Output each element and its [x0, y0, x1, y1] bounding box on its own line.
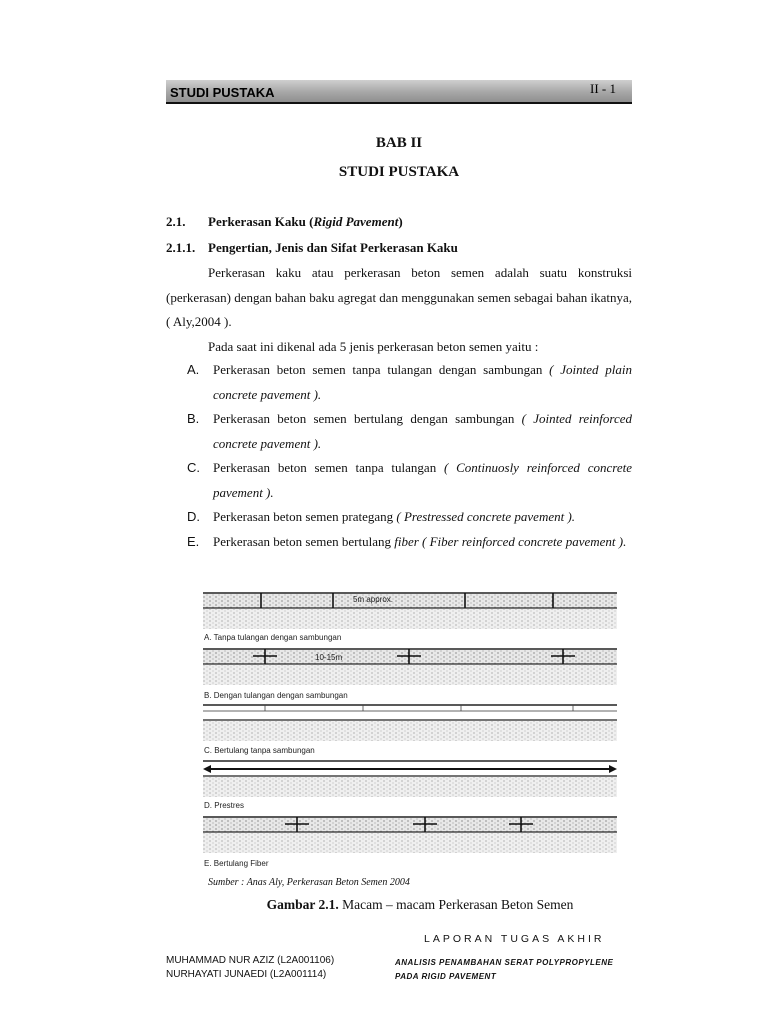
chapter-label: BAB II	[375, 135, 423, 151]
figure-source: Sumber : Anas Aly, Perkerasan Beton Semen 2004	[208, 877, 410, 888]
header-title: STUDI PUSTAKA	[170, 85, 275, 100]
paragraph-definition: Perkerasan kaku atau perkerasan beton semen adalah suatu konstruksi (perkerasan) dengan bahan baku agregat dan menggunakan semen sebagai bahan ikatnya, ( Aly,2004 ).	[166, 265, 632, 329]
list-letter: E.	[187, 533, 200, 549]
list-item	[166, 407, 632, 456]
figure-label-b: B. Dengan tulangan dengan sambungan	[204, 691, 348, 700]
list-item	[166, 456, 632, 505]
list-english: ( Jointed plain concrete pavement ).	[213, 362, 632, 402]
header-rule	[166, 102, 632, 104]
footer-thesis-title	[395, 956, 613, 984]
figure-caption-number: Gambar 2.1.	[266, 897, 339, 912]
figure-caption-text: Macam – macam Perkerasan Beton Semen	[338, 897, 574, 912]
list-letter: A.	[187, 362, 200, 377]
pavement-types-figure	[203, 588, 617, 870]
section-number: 2.1.	[166, 214, 186, 229]
list-text: Perkerasan beton semen bertulang	[213, 533, 391, 549]
header-page-number: II - 1	[590, 81, 616, 96]
list-text: Perkerasan beton semen prategang	[213, 509, 394, 524]
list-item	[166, 505, 632, 530]
subsection-title: Pengertian, Jenis dan Sifat Perkerasan Kaku	[208, 240, 458, 255]
section-title-italic: Rigid Pavement	[313, 214, 399, 229]
list-text: Perkerasan beton semen tanpa tulangan dengan sambungan	[213, 362, 543, 377]
section-heading-2-1-1	[166, 240, 458, 256]
figure-label-a: A. Tanpa tulangan dengan sambungan	[204, 633, 342, 642]
list-text: Perkerasan beton semen tanpa tulangan	[213, 460, 437, 475]
list-english: fiber ( Fiber reinforced concrete pavement ).	[394, 533, 627, 549]
list-english: ( Jointed reinforced concrete pavement ).	[213, 411, 632, 451]
list-letter: C.	[187, 460, 200, 475]
dimension-label-b: 10-15m	[315, 653, 343, 662]
figure-label-e: E. Bertulang Fiber	[204, 859, 269, 868]
figure-caption	[166, 897, 674, 913]
pavement-types-list	[166, 358, 632, 554]
pavement-section-a	[203, 593, 617, 642]
list-item	[166, 530, 632, 555]
dimension-label-a: 5m approx.	[353, 595, 394, 604]
list-text: Perkerasan beton semen bertulang dengan sambungan	[213, 411, 515, 426]
footer-report-title: LAPORAN TUGAS AKHIR	[424, 933, 605, 945]
paragraph-types-intro: Pada saat ini dikenal ada 5 jenis perkerasan beton semen yaitu :	[208, 339, 539, 354]
pavement-section-e	[203, 817, 617, 868]
chapter-title: STUDI PUSTAKA	[338, 164, 460, 180]
list-letter: D.	[187, 509, 200, 524]
section-heading-2-1	[166, 214, 403, 230]
pavement-section-c	[203, 705, 617, 755]
footer-author-1: MUHAMMAD NUR AZIZ (L2A001106)	[166, 955, 335, 966]
figure-label-d: D. Prestres	[204, 801, 245, 810]
list-letter: B.	[187, 411, 200, 426]
footer-authors	[166, 954, 334, 982]
section-title: Perkerasan Kaku (	[208, 214, 314, 229]
section-title-end: )	[398, 214, 403, 229]
subsection-number: 2.1.1.	[166, 240, 196, 255]
footer-author-2: NURHAYATI JUNAEDI (L2A001114)	[166, 969, 327, 980]
figure-label-c: C. Bertulang tanpa sambungan	[204, 746, 315, 755]
footer-thesis-line-2: PADA RIGID PAVEMENT	[395, 972, 497, 981]
pavement-section-b	[203, 649, 617, 700]
list-english: ( Prestressed concrete pavement ).	[396, 509, 576, 524]
footer-thesis-line-1: ANALISIS PENAMBAHAN SERAT POLYPROPYLENE	[395, 958, 614, 967]
list-item	[166, 358, 632, 407]
list-english: ( Continuosly reinforced concrete pavement ).	[213, 460, 632, 500]
pavement-section-d	[203, 761, 617, 810]
